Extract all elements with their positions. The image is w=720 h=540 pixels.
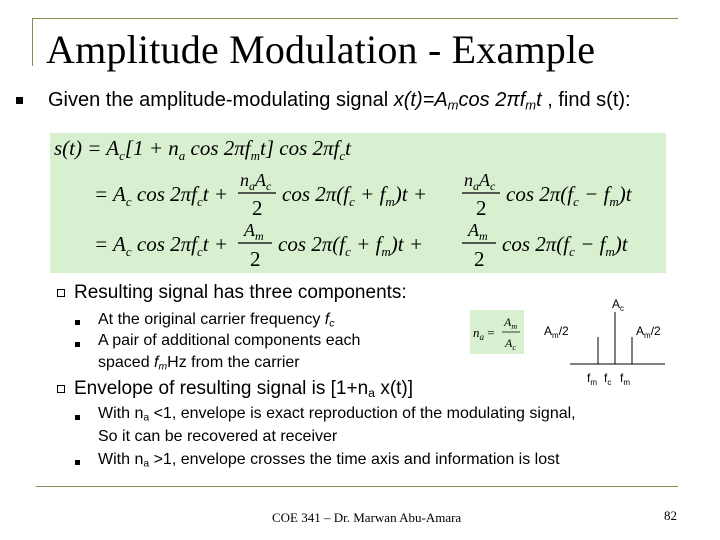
sideband-right-amplitude-label: $A_m/2$ bbox=[636, 324, 661, 340]
axis-fm-right-label: $f_m$ bbox=[620, 371, 631, 387]
text-part: Hz from the carrier bbox=[167, 354, 300, 371]
text-part: Envelope of resulting signal is [1+n bbox=[74, 378, 369, 399]
svg-text:cos 2π(fc + fm)t +: $\cos 2\pi(f_c + f_m)t$ + bbox=[278, 232, 424, 259]
sub-bullet-marker bbox=[57, 289, 65, 297]
signal-part: t bbox=[536, 89, 542, 111]
svg-text:naAc: $n_aA_c$ bbox=[240, 170, 272, 193]
svg-text:2: 2 bbox=[252, 196, 263, 220]
svg-text:Ac: $A_c$ bbox=[505, 336, 516, 352]
additional-components-text-2 bbox=[98, 354, 300, 373]
axis-fm-left-label: $f_m$ bbox=[587, 371, 598, 387]
signal-part: f bbox=[519, 89, 526, 111]
text-part: >1, envelope crosses the time axis and information is lost bbox=[149, 451, 560, 468]
svg-text:2: 2 bbox=[474, 247, 485, 271]
text-sub: a bbox=[143, 458, 150, 470]
svg-text:2: 2 bbox=[476, 196, 487, 220]
envelope-text bbox=[74, 378, 413, 400]
svg-text:Am: $A_m$ bbox=[244, 220, 264, 243]
equation-line-1 bbox=[54, 136, 352, 163]
svg-text:cos 2π(fc + fm)t +: $\cos 2\pi(f_c + f_m)t$ + bbox=[282, 182, 428, 209]
equation-line-3 bbox=[94, 220, 629, 271]
signal-sub: m bbox=[447, 97, 459, 113]
given-prefix: Given the amplitude-modulating signal bbox=[48, 89, 394, 111]
equation-box bbox=[50, 133, 666, 273]
text-part: With n bbox=[98, 405, 144, 422]
modulation-index-formula bbox=[470, 310, 524, 354]
envelope-recovered-text: So it can be recovered at receiver bbox=[98, 428, 338, 445]
item-bullet-marker bbox=[75, 460, 80, 465]
text-part: At the original carrier frequency bbox=[98, 311, 325, 328]
slide-footer: COE 341 – Dr. Marwan Abu-Amara bbox=[272, 510, 462, 525]
svg-text:= Ac cos 2πfct +: = $A_c$ $\cos 2\pi f_ct$ + bbox=[94, 232, 229, 259]
svg-text:= Ac cos 2πfct +: = $A_c$ $\cos 2\pi f_ct$ + bbox=[94, 182, 229, 209]
svg-text:2: 2 bbox=[250, 247, 261, 271]
svg-text:cos 2π(fc − fm)t: $\cos 2\pi(f_c - f_m)t$ bbox=[502, 232, 628, 259]
bullet-given-text bbox=[48, 89, 631, 112]
text-sub: m bbox=[158, 361, 168, 373]
envelope-case-greater-text bbox=[98, 451, 560, 470]
spectrum-diagram bbox=[540, 292, 680, 402]
item-bullet-marker bbox=[75, 320, 80, 325]
slide-frame-left bbox=[32, 18, 33, 66]
signal-sub: m bbox=[525, 97, 537, 113]
text-part: f bbox=[324, 311, 330, 328]
text-part: spaced bbox=[98, 354, 155, 371]
svg-text:na =: $n_a$ = bbox=[473, 325, 495, 342]
svg-text:Am: $A_m$ bbox=[504, 315, 518, 331]
signal-part: cos 2 bbox=[458, 89, 507, 111]
slide-frame-top bbox=[32, 18, 678, 19]
item-bullet-marker bbox=[75, 342, 80, 347]
sideband-left-amplitude-label: $A_m/2$ bbox=[544, 324, 569, 340]
pi-symbol: π bbox=[506, 89, 520, 111]
sub-bullet-marker bbox=[57, 385, 65, 393]
svg-text:s(t) = Ac[1 + na cos 2πfmt] co: $s(t) = A_c[1 + n_a$ $\cos 2\pi f_mt$] $\cos 2\pi f_ct$ bbox=[54, 136, 351, 163]
svg-text:cos 2π(fc − fm)t: $\cos 2\pi(f_c - f_m)t$ bbox=[506, 182, 632, 209]
text-part: x(t)] bbox=[375, 378, 414, 399]
axis-fc-label: $f_c$ bbox=[604, 371, 612, 387]
svg-text:naAc: $n_aA_c$ bbox=[464, 170, 496, 193]
bullet-marker bbox=[16, 97, 23, 104]
text-sub: a bbox=[143, 412, 150, 424]
equation-line-2 bbox=[94, 170, 633, 220]
slide-title: Amplitude Modulation - Example bbox=[46, 27, 596, 72]
text-part: <1, envelope is exact reproduction of the modulating signal, bbox=[149, 405, 576, 422]
item-bullet-marker bbox=[75, 415, 80, 420]
given-suffix: , find s(t): bbox=[541, 89, 631, 111]
carrier-amplitude-label: $A_c$ bbox=[612, 297, 625, 313]
carrier-frequency-text bbox=[98, 311, 334, 330]
text-sub: c bbox=[329, 318, 335, 330]
slide-frame-bottom bbox=[36, 486, 678, 487]
page-number: 82 bbox=[664, 508, 677, 523]
envelope-case-less-text bbox=[98, 405, 576, 424]
resulting-signal-text: Resulting signal has three components: bbox=[74, 282, 407, 303]
svg-text:Am: $A_m$ bbox=[468, 220, 488, 243]
text-part: With n bbox=[98, 451, 144, 468]
text-sub: a bbox=[368, 386, 376, 401]
additional-components-text: A pair of additional components each bbox=[98, 332, 361, 349]
signal-part: x(t)=A bbox=[393, 89, 448, 111]
text-part: f bbox=[154, 354, 159, 371]
